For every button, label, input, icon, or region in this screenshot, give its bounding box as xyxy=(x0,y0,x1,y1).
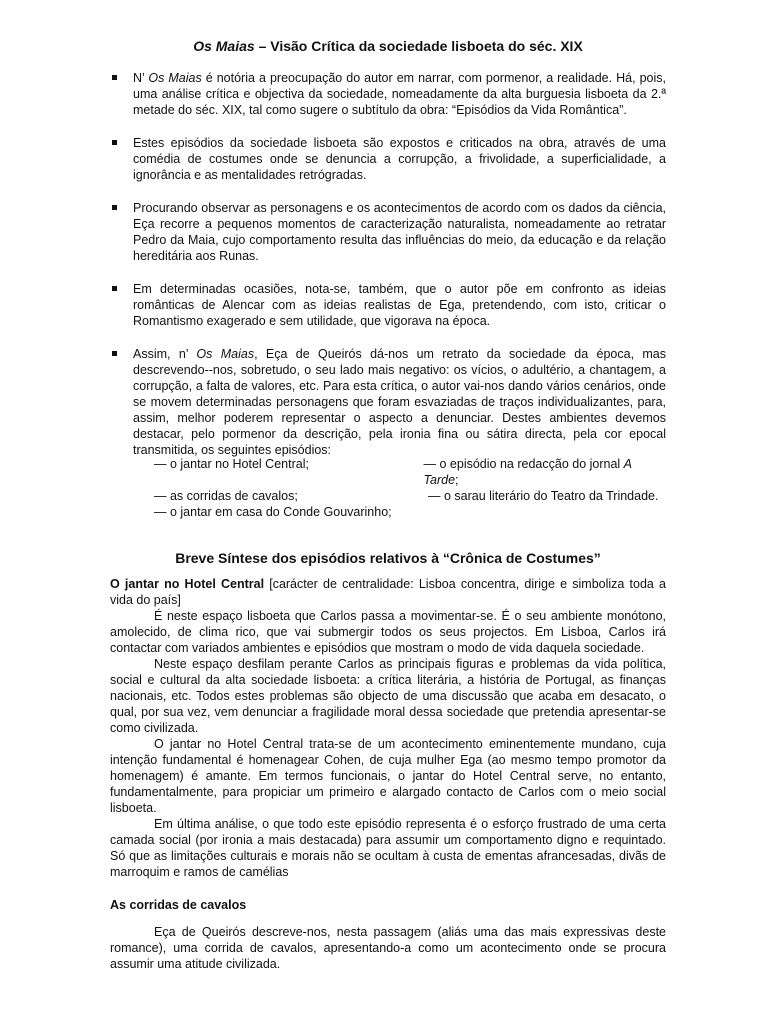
episode-italic: A Tarde xyxy=(423,457,632,487)
bullet-item xyxy=(110,200,666,264)
episode-row xyxy=(154,504,666,520)
corridas-heading: As corridas de cavalos xyxy=(110,898,247,912)
bullet-text: Em determinadas ocasiões, nota-se, também, que o autor põe em confronto as ideias românticas de Alencar com as ideias realistas de Ega, pretendendo, com isto, criticar o Romantismo exagerado e sem utilidade, que vigorava na época. xyxy=(133,282,666,328)
episode-row xyxy=(154,456,666,488)
bullet-text: N’ xyxy=(133,71,149,85)
title-rest: – Visão Crítica da sociedade lisboeta do séc. XIX xyxy=(254,38,583,54)
episode-item: — o sarau literário do Teatro da Trindade. xyxy=(428,489,659,503)
bullet-text: é notória a preocupação do autor em narrar, com pormenor, a realidade. Há, pois, uma análise crítica e objectiva da sociedade, nomeadamente da alta burguesia lisboeta da 2.ª metade do séc. XIX, tal como sugere o subtítulo da obra: “Episódios da Vida Romântica”. xyxy=(133,71,666,117)
body-paragraph: Em última análise, o que todo este episódio representa é o esforço frustrado de uma certa camada social (por ironia a mais destacada) para assumir um comportamento digno e requintado. Só que as limitações culturais e morais não se ocultam à custa de ementas afrancesadas, divãs de marroquim e ramos de camélias xyxy=(110,817,666,879)
body-paragraph: O jantar no Hotel Central trata-se de um acontecimento eminentemente mundano, cuja intenção fundamental é homenagear Cohen, de cuja mulher Ega (ao mesmo tempo promotor da homenagem) é amante. Em termos funcionais, o jantar do Hotel Central serve, no entanto, fundamentalmente, para propiciar um primeiro e alargado contacto de Carlos com o meio social lisboeta. xyxy=(110,737,666,815)
bullet-text: Procurando observar as personagens e os acontecimentos de acordo com os dados da ciência, Eça recorre a pequenos momentos de caracterização naturalista, nomeadamente ao retratar Pedro da Maia, cujo comportamento resulta das influências do meio, da educação e da relação hereditária aos Runas. xyxy=(133,201,666,263)
episode-row xyxy=(154,488,666,504)
body-paragraph: Eça de Queirós descreve-nos, nesta passagem (aliás uma das mais expressivas deste romance), uma corrida de cavalos, apresentando-a como um acontecimento onde se procura assumir uma atitude civilizada. xyxy=(110,925,666,971)
bullet-list xyxy=(110,70,666,458)
body-paragraph: É neste espaço lisboeta que Carlos passa a movimentar-se. É o seu ambiente monótono, amolecido, de clima rico, que vai submergir todos os seus projectos. Em Lisboa, Carlos irá contactar com variados ambientes e episódios que mostram o modo de vida daquela sociedade. xyxy=(110,609,666,655)
episode-list xyxy=(154,456,666,520)
episode-text: — o episódio na redacção do jornal xyxy=(423,457,624,471)
title-italic: Os Maias xyxy=(193,38,255,54)
square-bullet-icon xyxy=(112,75,117,80)
episode-text: ; xyxy=(455,473,459,487)
square-bullet-icon xyxy=(112,351,117,356)
hotel-heading-paragraph xyxy=(110,576,666,608)
bullet-item xyxy=(110,70,666,118)
section-title: Breve Síntese dos episódios relativos à “Crônica de Costumes” xyxy=(175,550,601,566)
episode-item: — o jantar no Hotel Central; xyxy=(154,457,309,471)
bullet-item xyxy=(110,346,666,458)
square-bullet-icon xyxy=(112,286,117,291)
bullet-text: Estes episódios da sociedade lisboeta são expostos e criticados na obra, através de uma comédia de costumes onde se denuncia a corrupção, a frivolidade, a superficialidade, a ignorância e as mentalidades retrógradas. xyxy=(133,136,666,182)
bullet-item xyxy=(110,281,666,329)
episode-item xyxy=(424,456,666,488)
bullet-italic: Os Maias xyxy=(196,347,255,361)
episode-item: — o jantar em casa do Conde Gouvarinho; xyxy=(154,505,392,519)
hotel-heading-note: [carácter de centralidade: Lisboa concentra, dirige e simboliza toda a vida do país] xyxy=(110,577,666,607)
bullet-text: , Eça de Queirós dá-nos um retrato da sociedade da época, mas descrevendo--nos, sobretudo, o seu lado mais negativo: os vícios, o adultério, a chantagem, a corrupção, a falta de valores, etc. Para esta crítica, o autor vai-nos dando vários cenários, onde se movem determinadas personagens que foram esvaziadas de traços individualizantes, para, assim, melhor poderem representar o aspecto a denunciar. Destes ambientes devemos destacar, pelo pormenor da descrição, pela ironia fina ou sátira directa, pela cor epocal transmitida, os seguintes episódios: xyxy=(133,347,666,457)
square-bullet-icon xyxy=(112,140,117,145)
body-paragraph: Neste espaço desfilam perante Carlos as principais figuras e problemas da vida política, social e cultural da alta sociedade lisboeta: a crítica literária, a história de Portugal, as finanças nacionais, etc. Todos estes problemas são objecto de uma discussão que acaba em desacato, o qual, por sua vez, vem denunciar a fragilidade moral dessa sociedade que pretendia apresentar-se como civilizada. xyxy=(110,657,666,735)
episode-item: — as corridas de cavalos; xyxy=(154,489,298,503)
square-bullet-icon xyxy=(112,205,117,210)
page-title xyxy=(110,38,666,54)
bullet-text: Assim, n’ xyxy=(133,347,197,361)
hotel-heading: O jantar no Hotel Central xyxy=(110,577,265,591)
bullet-italic: Os Maias xyxy=(148,71,202,85)
document-page xyxy=(110,38,666,972)
bullet-item xyxy=(110,135,666,183)
